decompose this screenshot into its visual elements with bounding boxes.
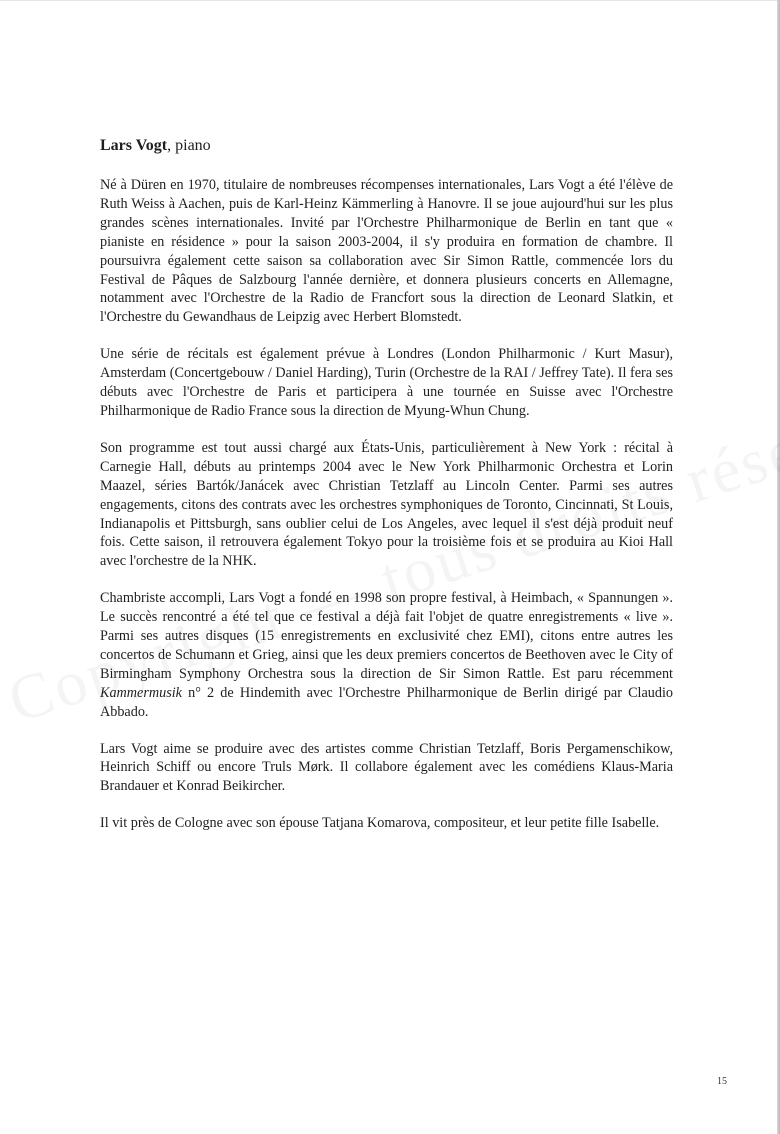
- page-top-edge: [0, 0, 780, 1]
- heading-separator: ,: [167, 137, 176, 154]
- paragraph-collaborations: Lars Vogt aime se produire avec des artistes comme Christian Tetzlaff, Boris Pergamenschikow, Heinrich Schiff ou encore Truls Mørk. Il collabore également avec les comédiens Klaus-Maria Brandauer et Konrad Beikircher.: [100, 740, 673, 795]
- biography-article: [100, 136, 673, 851]
- page-number: 15: [717, 1076, 727, 1087]
- paragraph-recitals: Une série de récitals est également prévue à Londres (London Philharmonic / Kurt Masur), Amsterdam (Concertgebouw / Daniel Harding), Turin (Orchestre de la RAI / Jeffrey Tate). Il fera ses débuts avec l'Orchestre de Paris et participera à une tournée en Suisse avec l'Orchestre Philharmonique de Radio France sous la direction de Myung-Whun Chung.: [100, 346, 673, 419]
- paragraph-chamber-music-part-2: n° 2 de Hindemith avec l'Orchestre Philharmonique de Berlin dirigé par Claudio Abbado.: [100, 684, 673, 720]
- artist-instrument: piano: [175, 137, 211, 154]
- paragraph-early-career: Né à Düren en 1970, titulaire de nombreuses récompenses internationales, Lars Vogt a été l'élève de Ruth Weiss à Aachen, puis de Karl-Heinz Kämmerling à Hanovre. Il se joue aujourd'hui sur les plus grandes scènes internationales. Invité par l'Orchestre Philharmonique de Berlin en tant que « pianiste en résidence » pour la saison 2003-2004, il s'y produira en formation de chambre. Il poursuivra également cette saison sa collaboration avec Sir Simon Rattle, commencée lors du Festival de Pâques de Salzbourg l'année dernière, et donnera plusieurs concerts en Allemagne, notamment avec l'Orchestre de la Radio de Francfort sous la direction de Leonard Slatkin, et l'Orchestre du Gewandhaus de Leipzig avec Herbert Blomstedt.: [100, 177, 673, 326]
- paragraph-personal-life: Il vit près de Cologne avec son épouse Tatjana Komarova, compositeur, et leur petite fille Isabelle.: [100, 815, 660, 832]
- paragraph-united-states: Son programme est tout aussi chargé aux États-Unis, particulièrement à New York : récital à Carnegie Hall, débuts au printemps 2004 avec le New York Philharmonic Orchestra et Lorin Maazel, séries Bartók/Janácek avec Christian Tetzlaff au Lincoln Center. Parmi ses autres engagements, citons des contrats avec les orchestres symphoniques de Toronto, Cincinnati, St Louis, Indianapolis et Pittsburgh, sans oublier celui de Los Angeles, avec lequel il s'est déjà produit neuf fois. Cette saison, il retrouvera également Tokyo pour la troisième fois et se produira au Kioi Hall avec l'orchestre de la NHK.: [100, 439, 673, 570]
- artist-heading: [100, 136, 673, 156]
- paragraph-chamber-music-part-1: Chambriste accompli, Lars Vogt a fondé en 1998 son propre festival, à Heimbach, « Spannungen ». Le succès rencontré a été tel que ce festival a déjà fait l'objet de quatre enregistrements « live ». Parmi ses autres disques (15 enregistrements en exclusivité chez EMI), citons entre autres les concertos de Schumann et Grieg, ainsi que les deux premiers concertos de Beethoven avec le City of Birmingham Symphony Orchestra sous la direction de Sir Simon Rattle. Est paru récemment: [100, 590, 673, 682]
- artist-name: Lars Vogt: [100, 137, 168, 154]
- paragraph-chamber-music: [100, 589, 673, 721]
- work-title: Kammermusik: [100, 684, 182, 701]
